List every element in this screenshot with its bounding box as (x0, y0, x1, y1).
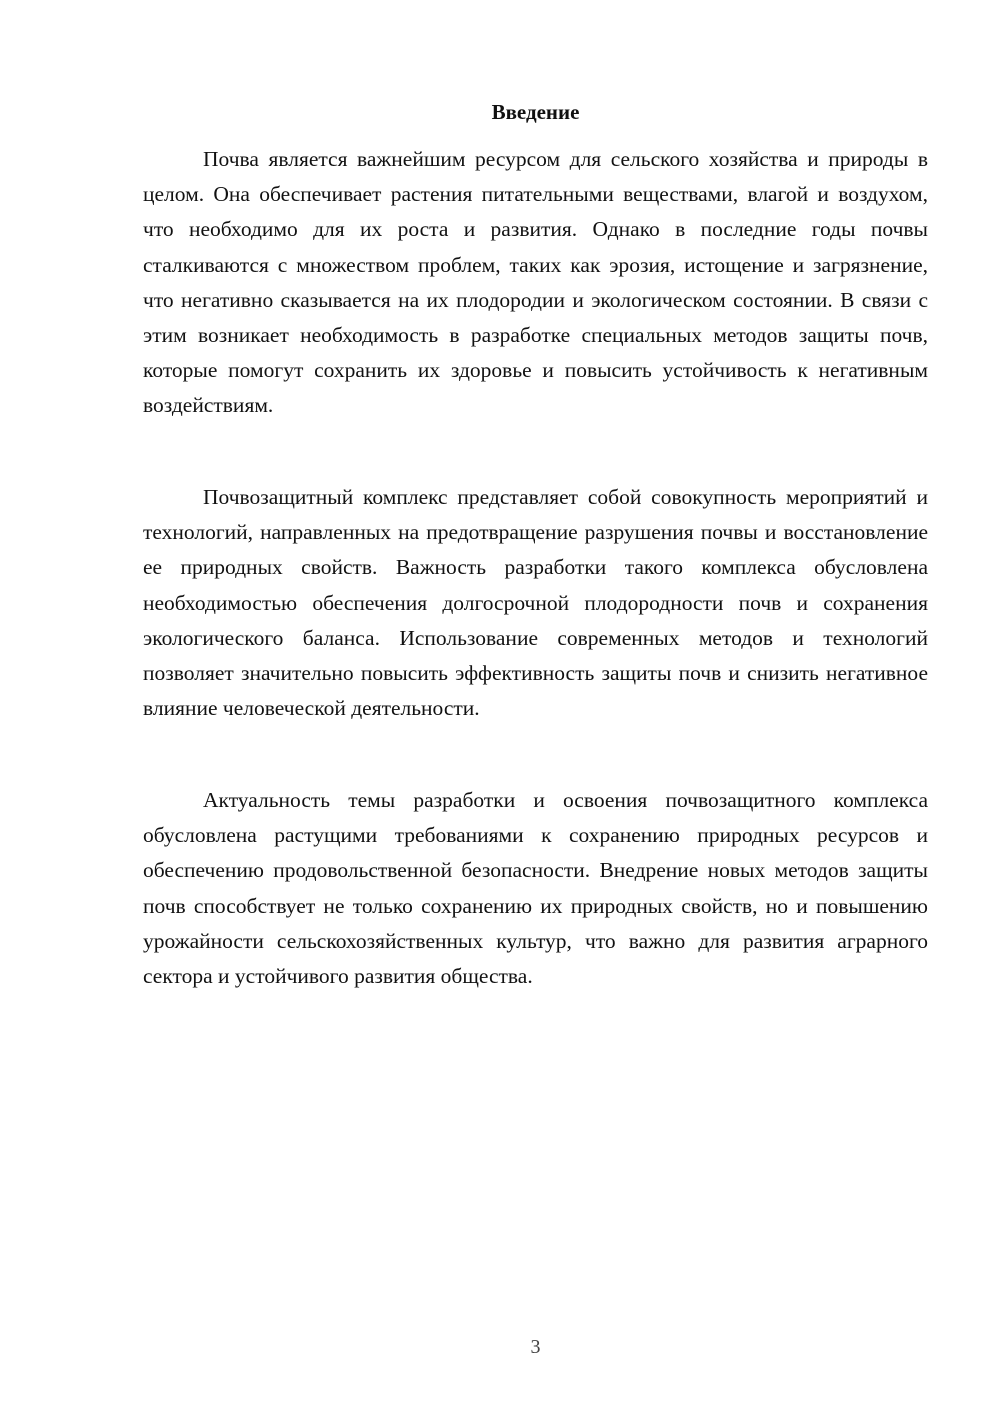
paragraph-1: Почва является важнейшим ресурсом для сельского хозяйства и природы в целом. Она обеспечивает растения питательными веществами, влагой и воздухом, что необходимо для их роста и развития. Однако в последние годы почвы сталкиваются с множеством проблем, таких как эрозия, истощение и загрязнение, что негативно сказывается на их плодородии и экологическом состоянии. В связи с этим возникает необходимость в разработке специальных методов защиты почв, которые помогут сохранить их здоровье и повысить устойчивость к негативным воздействиям. (143, 147, 928, 418)
paragraph-2: Почвозащитный комплекс представляет собой совокупность мероприятий и технологий, направленных на предотвращение разрушения почвы и восстановление ее природных свойств. Важность разработки такого комплекса обусловлена необходимостью обеспечения долгосрочной плодородности почв и сохранения экологического баланса. Использование современных методов и технологий позволяет значительно повысить эффективность защиты почв и снизить негативное влияние человеческой деятельности. (143, 485, 928, 721)
section-title: Введение (491, 100, 580, 124)
page-number: 3 (530, 1336, 541, 1358)
paragraph-3: Актуальность темы разработки и освоения почвозащитного комплекса обусловлена растущими требованиями к сохранению природных ресурсов и обеспечению продовольственной безопасности. Внедрение новых методов защиты почв способствует не только сохранению их природных свойств, но и повышению урожайности сельскохозяйственных культур, что важно для развития аграрного сектора и устойчивого развития общества. (143, 788, 928, 989)
